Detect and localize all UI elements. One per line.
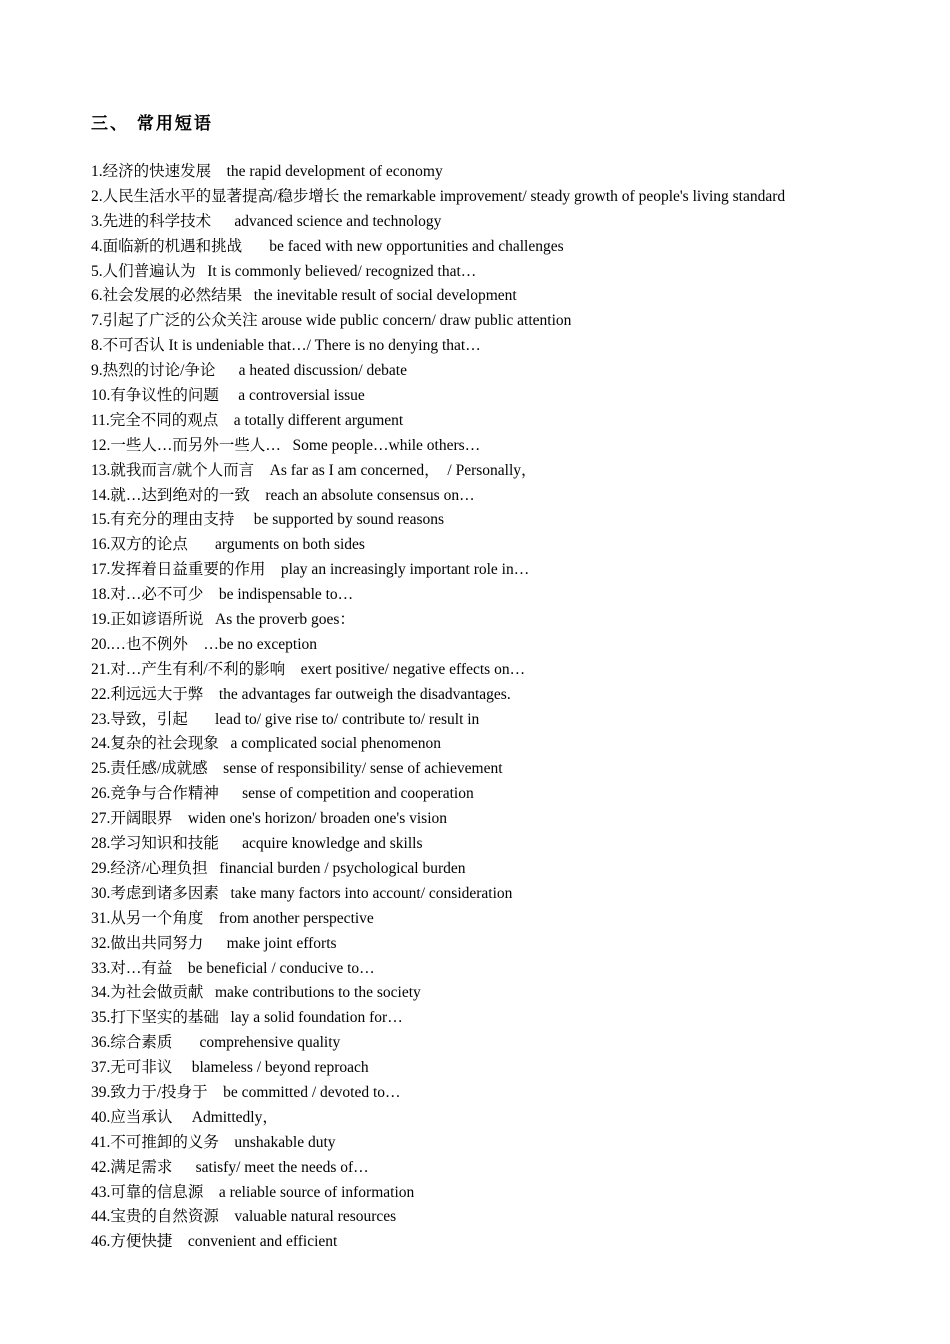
phrase-item: 29.经济/心理负担 financial burden / psychological burden [91,859,466,877]
phrase-item: 27.开阔眼界 widen one's horizon/ broaden one's vision [91,810,448,828]
phrase-item: 6.社会发展的必然结果 the inevitable result of social development [91,287,517,305]
phrase-list [91,160,931,1255]
phrase-item: 5.人们普遍认为 It is commonly believed/ recognized that… [91,262,477,280]
phrase-item: 7.引起了广泛的公众关注 arouse wide public concern/ draw public attention [91,312,572,330]
phrase-item: 8.不可否认 It is undeniable that…/ There is no denying that… [91,337,481,355]
phrase-item: 22.利远远大于弊 the advantages far outweigh the disadvantages. [91,685,511,703]
phrase-item: 20.…也不例外 …be no exception [91,635,318,653]
phrase-item: 33.对…有益 be beneficial / conducive to… [91,959,375,977]
section-heading: 三、 常用短语 [91,114,213,134]
phrase-item: 9.热烈的讨论/争论 a heated discussion/ debate [91,362,407,380]
phrase-item: 19.正如谚语所说 As the proverb goes： [91,611,355,629]
phrase-item: 4.面临新的机遇和挑战 be faced with new opportunities and challenges [91,237,564,255]
phrase-item: 36.综合素质 comprehensive quality [91,1034,341,1052]
phrase-item: 40.应当承认 Admittedly， [91,1108,278,1126]
phrase-item: 46.方便快捷 convenient and efficient [91,1233,338,1251]
phrase-item: 17.发挥着日益重要的作用 play an increasingly important role in… [91,561,530,579]
phrase-item: 39.致力于/投身于 be committed / devoted to… [91,1083,401,1101]
phrase-item: 44.宝贵的自然资源 valuable natural resources [91,1208,397,1226]
phrase-item: 12.一些人…而另外一些人… Some people…while others… [91,436,481,454]
phrase-item: 24.复杂的社会现象 a complicated social phenomenon [91,735,441,753]
phrase-item: 11.完全不同的观点 a totally different argument [91,411,404,429]
phrase-item: 42.满足需求 satisfy/ meet the needs of… [91,1158,369,1176]
phrase-item: 35.打下坚实的基础 lay a solid foundation for… [91,1009,403,1027]
phrase-item: 1.经济的快速发展 the rapid development of economy [91,163,443,180]
phrase-item: 16.双方的论点 arguments on both sides [91,536,365,554]
phrase-item: 34.为社会做贡献 make contributions to the society [91,984,421,1002]
phrase-item: 2.人民生活水平的显著提高/稳步增长 the remarkable improvement/ steady growth of people's living standard [91,187,786,205]
phrase-item: 10.有争议性的问题 a controversial issue [91,387,365,405]
phrase-item: 3.先进的科学技术 advanced science and technology [91,212,442,230]
phrase-item: 23.导致，引起 lead to/ give rise to/ contribute to/ result in [91,710,480,728]
phrase-item: 13.就我而言/就个人而言 As far as I am concerned， / Personally， [91,461,537,479]
phrase-item: 21.对…产生有利/不利的影响 exert positive/ negative effects on… [91,660,526,678]
phrase-item: 15.有充分的理由支持 be supported by sound reasons [91,511,445,529]
phrase-item: 25.责任感/成就感 sense of responsibility/ sense of achievement [91,760,503,778]
phrase-item: 28.学习知识和技能 acquire knowledge and skills [91,835,423,853]
phrase-item: 14.就…达到绝对的一致 reach an absolute consensus on… [91,486,475,504]
phrase-item: 18.对…必不可少 be indispensable to… [91,586,354,604]
phrase-item: 30.考虑到诸多因素 take many factors into account/ consideration [91,884,513,902]
phrase-item: 37.无可非议 blameless / beyond reproach [91,1059,369,1077]
phrase-item: 41.不可推卸的义务 unshakable duty [91,1133,336,1151]
phrase-item: 43.可靠的信息源 a reliable source of information [91,1183,415,1201]
phrase-item: 31.从另一个角度 from another perspective [91,909,374,927]
phrase-item: 32.做出共同努力 make joint efforts [91,934,337,952]
phrase-item: 26.竞争与合作精神 sense of competition and cooperation [91,785,474,803]
